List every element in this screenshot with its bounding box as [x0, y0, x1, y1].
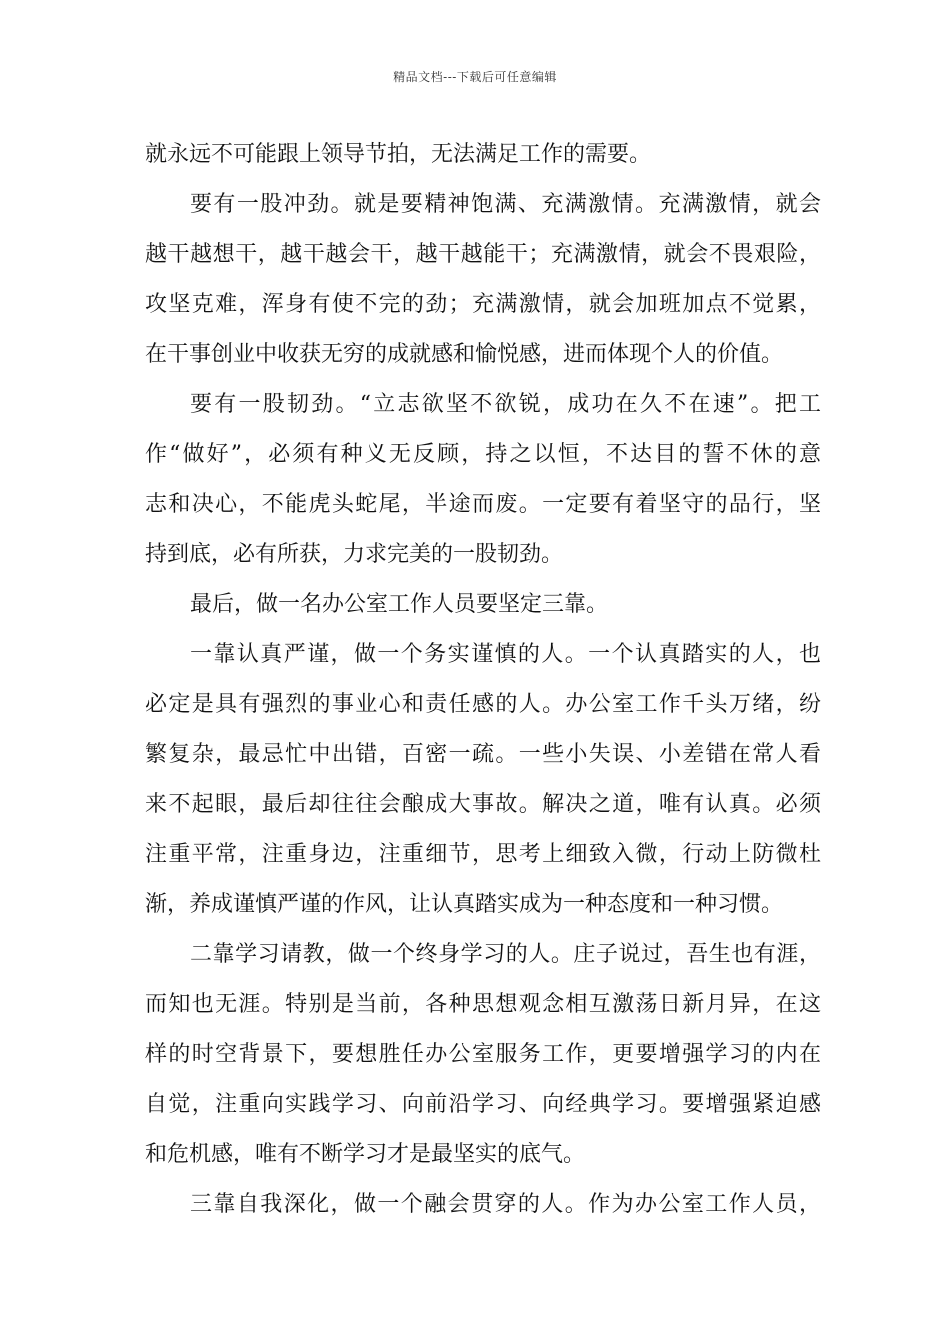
text-line: 渐，养成谨慎严谨的作风，让认真踏实成为一种态度和一种习惯。: [145, 892, 784, 917]
text-line: 注重平常，注重身边，注重细节，思考上细致入微，行动上防微杜: [145, 842, 821, 867]
text-line: 越干越想干，越干越会干，越干越能干；充满激情，就会不畏艰险，: [145, 242, 821, 267]
header-note: 精品文档---下载后可任意编辑: [393, 70, 557, 84]
text-line: 和危机感，唯有不断学习才是最坚实的底气。: [145, 1142, 586, 1167]
text-line: 一靠认真严谨，做一个务实谨慎的人。一个认真踏实的人，也: [190, 642, 821, 667]
body-text: [145, 130, 821, 1230]
text-line: 繁复杂，最忌忙中出错，百密一疏。一些小失误、小差错在常人看: [145, 742, 821, 767]
text-line: 在干事创业中收获无穷的成就感和愉悦感，进而体现个人的价值。: [145, 342, 784, 367]
text-line: 要有一股冲劲。就是要精神饱满、充满激情。充满激情，就会: [190, 192, 821, 217]
text-line: 攻坚克难，浑身有使不完的劲；充满激情，就会加班加点不觉累，: [145, 292, 821, 317]
text-line: 最后，做一名办公室工作人员要坚定三靠。: [190, 592, 609, 617]
text-line: 要有一股韧劲。“立志欲坚不欲锐，成功在久不在速”。把工: [190, 392, 821, 417]
text-line: 持到底，必有所获，力求完美的一股韧劲。: [145, 542, 564, 567]
text-line: 来不起眼，最后却往往会酿成大事故。解决之道，唯有认真。必须: [145, 792, 821, 817]
text-line: 作“做好”，必须有种义无反顾，持之以恒，不达目的誓不休的意: [145, 442, 821, 467]
text-line: 就永远不可能跟上领导节拍，无法满足工作的需要。: [145, 142, 652, 167]
text-line: 三靠自我深化，做一个融会贯穿的人。作为办公室工作人员，: [190, 1192, 821, 1217]
text-line: 必定是具有强烈的事业心和责任感的人。办公室工作千头万绪，纷: [145, 692, 821, 717]
text-line: 样的时空背景下，要想胜任办公室服务工作，更要增强学习的内在: [145, 1042, 821, 1067]
text-line: 而知也无涯。特别是当前，各种思想观念相互激荡日新月异，在这: [145, 992, 821, 1017]
text-line: 二靠学习请教，做一个终身学习的人。庄子说过，吾生也有涯，: [190, 942, 821, 967]
text-line: 自觉，注重向实践学习、向前沿学习、向经典学习。要增强紧迫感: [145, 1092, 821, 1117]
text-line: 志和决心，不能虎头蛇尾，半途而废。一定要有着坚守的品行，坚: [145, 492, 821, 517]
